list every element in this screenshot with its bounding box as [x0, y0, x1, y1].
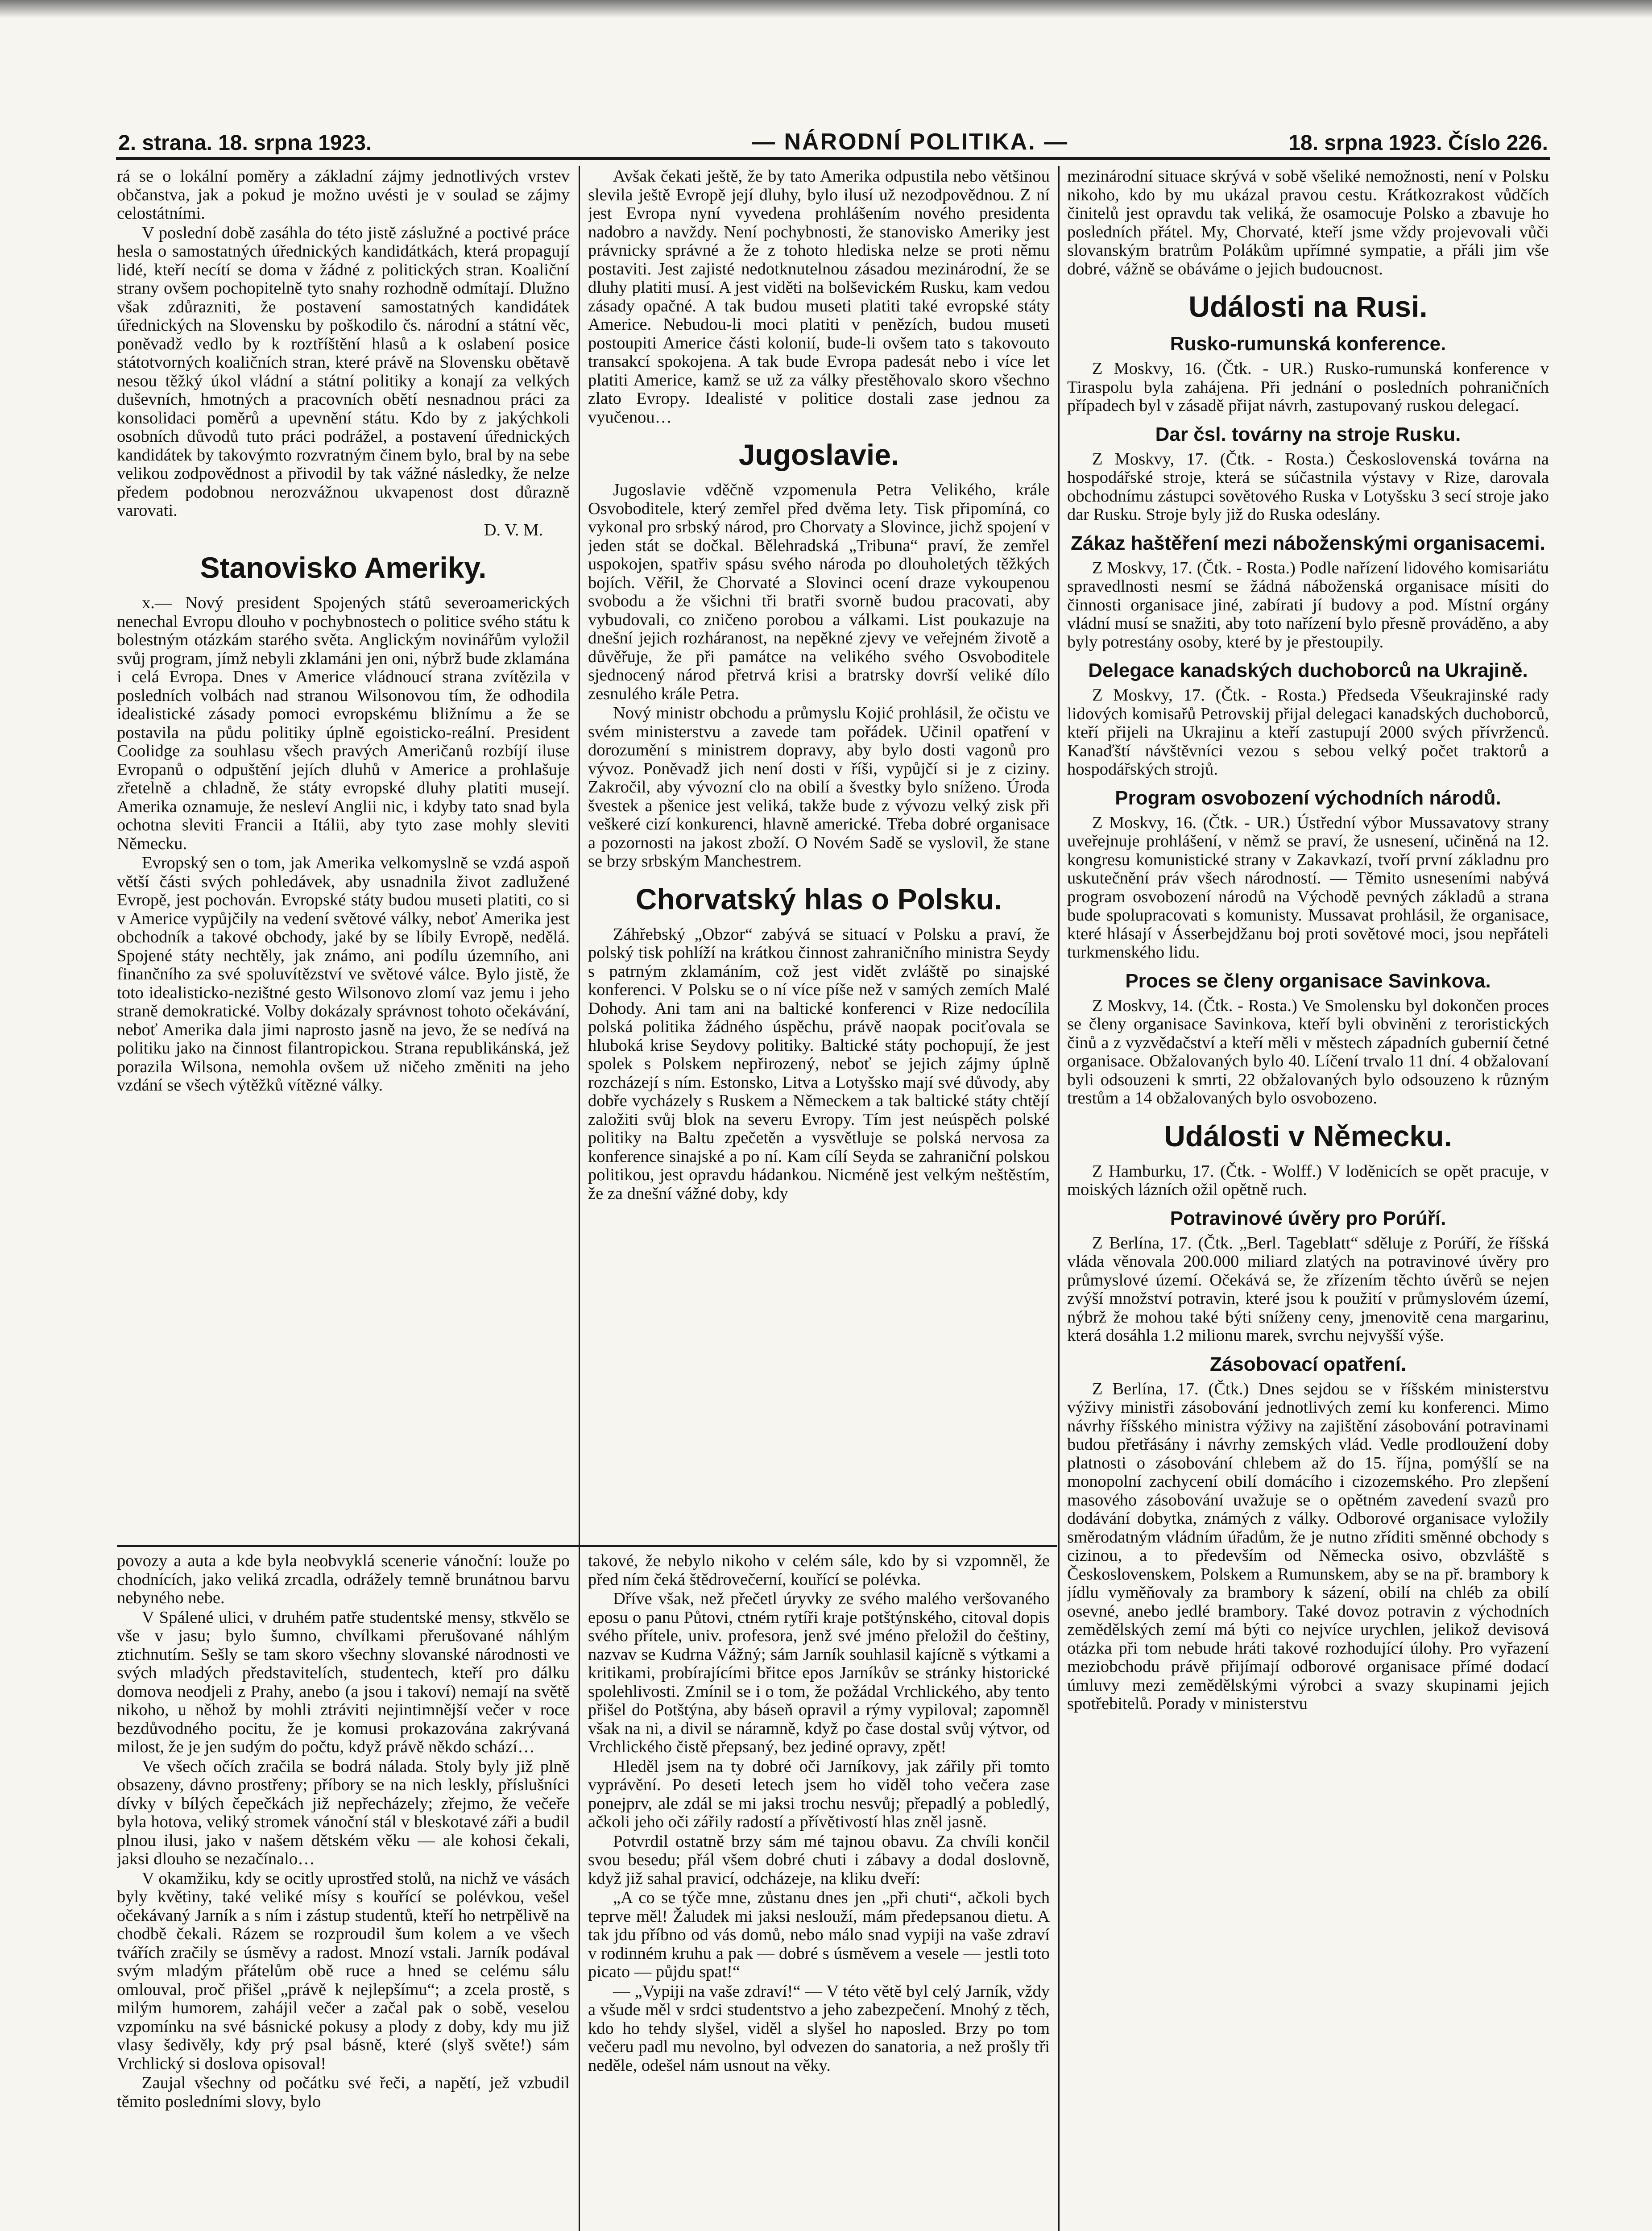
news-item: Z Moskvy, 17. (Čtk. - Rosta.) Československá továrna na hospodářské stroje, která se súčastnila výstavy v Rize, darovala obchodnímu zástupci sovětového Ruska v Lotyšsku 3 secí stroje jako dar Rusku. Stroje byly již do Ruska odeslány.: [1067, 449, 1549, 524]
feuilleton-rule: [117, 1545, 1057, 1547]
article-paragraph: V poslední době zasáhla do této jistě záslužné a poctivé práce hesla o samostatných úřednických kandidátkách, která propagují lidé, kteří necítí se doma v žádné z politických stran. Koaliční strany ovšem pochopitelně tyto snahy rozhodně odmítají. Dlužno však zdůrazniti, že postavení samostatných kandidátek úřednických na Slovensku by poškodilo čs. národní a státní věc, poněvadž vedlo by k roztříštění hlasů a k oslabení posice státotvorných koaličních stran, které právě na Slovensku obětavě nesou těžký úkol vládní a státní politiky a konají za velkých duševních, hmotných a pracovních obětí nesnadnou práci za konsolidaci poměrů a upevnění státu. Kdo by z jakýchkoli osobních důvodů tuto práci podrážel, a postavení úřednických kandidátek by takovýmto rozvratným činem bylo, bral by na sebe velikou zodpovědnost a přivodil by tak vážné následky, že nelze předem podobnou nerozvážnou ukvapenost dost důrazně varovati.: [117, 223, 570, 520]
header-rule: [116, 157, 1550, 160]
feuilleton-paragraph: Potvrdil ostatně brzy sám mé tajnou obavu. Za chvíli končil svou besedu; přál všem dobré chuti i zábavy a dodal doslovně, když již sahal pravicí, odcházeje, na kliku dveří:: [588, 1832, 1050, 1888]
headline-udalosti-na-rusi: Události na Rusi.: [1188, 290, 1428, 323]
scan-edge-shadow: [0, 0, 1652, 18]
feuilleton-paragraph: — „Vypiji na vaše zdraví!“ — V této větě byl celý Jarník, vždy a všude měl v srdci studentstvo a jeho zabezpečení. Mnohý z těch, kdo ho tehdy slyšel, viděl a slyšel ho naposled. Brzy po tom večeru padl mu nevolno, byl odvezen do sanatoria, a než prošly tři neděle, odešel nám usnout na věky.: [588, 1982, 1050, 2075]
news-item: Z Hamburku, 17. (Čtk. - Wolff.) V loděnicích se opět pracuje, v moiských lázních ožil opětně ruch.: [1067, 1161, 1549, 1199]
headline-chorvatsky-hlas: Chorvatský hlas o Polsku.: [635, 882, 1002, 916]
headline-amerika: Stanovisko Ameriky.: [200, 551, 487, 584]
article-paragraph: x.— Nový president Spojených států severoamerických nenechal Evropu dlouho v pochybnostech o politice svého státu k bolestným otázkám starého světa. Anglickým novinářům vyložil svůj program, jímž nebyli zklamáni jen oni, nýbrž bude zklamána i celá Evropa. Dnes v Americe vládnoucí strana zvítězila v posledních volbách nad stranou Wilsonovou tím, že odhodila idealistické zásady pomoci evropskému bližnímu a že se postavila na půdu politiky úplně egoisticko-reální. President Coolidge za souhlasu všech pravých Američanů rozbíjí iluse Evropanů o odpuštění jejích dluhů v Americe a prohlašuje zřetelně a chladně, že státy evropské dluhy platiti musejí. Amerika oznamuje, že nesleví Anglii nic, i kdyby tato snad byla ochotna sleviti Francii a Itálii, aby tyto zase mohly sleviti Německu.: [117, 593, 570, 853]
subheadline-zasobovaci: Zásobovací opatření.: [1209, 1353, 1407, 1375]
column-2-feuilleton: [588, 1552, 1050, 2231]
column-2-top: [588, 167, 1050, 1542]
news-item: Z Moskvy, 16. (Čtk. - UR.) Ústřední výbor Mussavatovy strany uveřejnuje prohlášení, v němž se praví, že usnesení, učiněná na 12. kongresu komunistické strany v Zakavkazí, tvoří první základnu pro uskutečnění práv všech národností. — Těmito usneseními nabývá program osvobození národů na Východě pevných základů a strana bude spolupracovati s komunisty. Mussavat prohlásil, že organisace, které hlásají v Ásserbejdžanu boj proti sovětové moci, jsou nepřáteli turkmenského lidu.: [1067, 813, 1549, 962]
column-1-top: [117, 167, 570, 1542]
article-continuation: mezinárodní situace skrývá v sobě všeliké nemožnosti, není v Polsku nikoho, kdo by mu ukázal pravou cestu. Krátkozrakost vůdčích činitelů jest opravdu tak veliká, že osamocuje Polsko a zbavuje ho posledních přátel. My, Chorvaté, kteří jsme vždy projevovali vůči slovanským bratrům Polákům upřímné sympatie, a přáli jim vše dobré, vážně se obáváme o jejich budoucnost.: [1067, 167, 1549, 278]
feuilleton-paragraph: Dříve však, než přečetl úryvky ze svého malého veršovaného eposu o panu Půtovi, ctném rytíři kraje potštýnského, citoval dopis svého přítele, univ. profesora, jenž své jméno přeložil do češtiny, nazvav se Kudrna Vážný; sám Jarník souhlasil kajícně s výtkami a kritikami, probírajícími břitce epos Jarníkův se stránky historické spolehlivosti. Zmínil se i o tom, že požádal Vrchlického, aby tento přišel do Potštýna, aby báseň opravil a rýmy vypiloval; zapomněl však na ni, a divil se náramně, když po čase dostal svůj výtvor, od Vrchlického čistě přepsaný, bez jediné opravy, zpět!: [588, 1589, 1050, 1756]
subheadline-potravinove-uvery: Potravinové úvěry pro Porúří.: [1170, 1207, 1446, 1229]
header-issue-number: 18. srpna 1923. Číslo 226.: [1288, 131, 1548, 155]
news-item: Z Berlína, 17. (Čtk.) Dnes sejdou se v říšském ministerstvu výživy ministři zásobování jednotlivých zemí ku konferenci. Mimo návrhy říšského ministra výživy na zajištění zásobování potravinami budou přetřásány i návrhy zemských vlád. Vedle prodloužení doby platnosti o zásobování chlebem až do 15. října, pomýšlí se na monopolní zachycení obilí domácího i cizozemského. Pro zlepšení masového zásobování uvažuje se o opětném zavedení svazů pro dodávání dobytka, známých z války. Odborové organisace vyložily směrodatným vládním úřadům, že je nutno zříditi směnné obchody s cizinou, a to především od Německa osivo, obzvláště s Československem, Polskem a Rumunskem, aby se na př. brambory k jídlu vyměňovaly za brambory k sázení, obilí na chléb za obilí osevné, anebo jedlé brambory. Také dovoz potravin z východních zemědělských zemí má býti co nejvíce urychlen, jelikož devisová otázka při tom nebude hráti takové rozhodující úlohy. Pro vyřazení meziobchodu právě přijímají odborové organisace přímé dodací úmluvy mezi zemědělskými výrobci a svazy skupinami jejich spotřebitelů. Porady v ministerstvu: [1067, 1379, 1549, 1713]
article-continuation: rá se o lokální poměry a základní zájmy jednotlivých vrstev občanstva, jak a pokud je možno uvésti je v soulad se zájmy celostátními.: [117, 167, 570, 223]
header-page-date: 2. strana. 18. srpna 1923.: [118, 131, 372, 155]
subheadline-program: Program osvobození východních národů.: [1115, 787, 1501, 809]
feuilleton-paragraph: Zaujal všechny od počátku své řeči, a napětí, jež vzbudil těmito posledními slovy, bylo: [117, 2073, 570, 2111]
feuilleton-paragraph: takové, že nebylo nikoho v celém sále, kdo by si vzpomněl, že před ním čeká štědrovečerní, kouřící se polévka.: [588, 1552, 1050, 1589]
feuilleton-paragraph: V Spálené ulici, v druhém patře studentské mensy, stkvělo se vše v jasu; bylo šumno, chvílkami přerušované náhlým ztichnutím. Sešly se tam skoro všechny slovanské národnosti ve svých mladých představitelích, studentech, kteří pro dálku domova neodjeli z Prahy, anebo (a jsou i takoví) nemají na světě nikoho, u něhož by mohli ztráviti nejintimnější večer v roce bezdůvodného pocitu, že je komusi prokazována zakrývaná milost, že je jen sudým do počtu, když právě někdo schází…: [117, 1608, 570, 1756]
column-separator-2: [1058, 166, 1060, 2231]
masthead-title: — NÁRODNÍ POLITIKA. —: [752, 129, 1069, 155]
news-item: Z Moskvy, 14. (Čtk. - Rosta.) Ve Smolensku byl dokončen proces se členy organisace Savinkova, kteří byli obviněni z teroristických činů a z vyzvědačství a kteří měli v městech západních gubernií četné organisace. Obžalovaných bylo 40. Líčení trvalo 11 dní. 4 obžalovaní byli odsouzeni k smrti, 22 obžalovaných bylo odsouzeno k různým trestům a 14 obžalovaných bylo osvobozeno.: [1067, 996, 1549, 1107]
feuilleton-paragraph: Hleděl jsem na ty dobré oči Jarníkovy, jak zářily při tomto vyprávění. Po deseti letech jsem ho viděl toho večera zase ponejprv, ale zdál se mi jaksi trochu nesvůj; přepadlý a pobledlý, ačkoli jeho oči zářily radostí a přívětivostí hlas zněl jasně.: [588, 1757, 1050, 1831]
subheadline-zakaz-hasterenii: Zákaz haštěření mezi náboženskými organisacemi.: [1071, 532, 1545, 554]
column-3: [1067, 167, 1549, 2231]
article-paragraph: Evropský sen o tom, jak Amerika velkomyslně se vzdá aspoň větší části svých pohledávek, aby usnadnila život zadlužené Evropě, jest pochován. Evropské státy budou museti platiti, co si v Americe vypůjčily na vedení světové války, neboť Amerika jest obchodník a takové obchody, jaké by se líbily Evropě, nedělá. Spojené státy nechtěly, jak známo, ani podílu územního, ani finančního za své spoluvítězství ve světové válce. Bylo jistě, že toto idealisticko-nezištné gesto Wilsonovo zlomí vaz jemu i jeho straně demokratické. Volby dokázaly správnost tohoto očekávání, neboť Amerika dala jimi naprosto jasně na jevo, že se nedívá na politiku jako na činnost filantropickou. Strana republikánská, jež porazila Wilsona, nemohla ovšem už ničeho změniti na jeho vzdání se všech výtěžků vítězné války.: [117, 854, 570, 1095]
news-item: Z Moskvy, 17. (Čtk. - Rosta.) Předseda Všeukrajinské rady lidových komisařů Petrovskij přijal delegaci kanadských duchoborců, kteří přijeli na Ukrajinu a kteří zastupují 2000 svých přívrženců. Kanaďští návštěvníci vezou s sebou velký počet traktorů a hospodářských strojů.: [1067, 686, 1549, 779]
article-paragraph: Záhřebský „Obzor“ zabývá se situací v Polsku a praví, že polský tisk pohlíží na krátkou činnost zahraničního ministra Seydy s patrným zklamáním, což jest vidět zvláště po sinajské konferenci. V Polsku se o ní více píše než v samých zemích Malé Dohody. Ani tam ani na baltické konferenci v Rize nedocílila polská politika žádného úspěchu, právě naopak pociťovala se hluboká krise Seydovy politiky. Baltické státy pochopují, že jest spolek s Polskem nepřirozený, neboť se jejich zájmy úplně rozcházejí s ním. Estonsko, Litva a Lotyšsko mají své důvody, aby dobře vycházely s Ruskem a Německem a tak baltické státy chtějí založiti svůj blok na severu Evropy. Tím jest neúspěch polské politiky na Baltu zpečetěn a vysvětluje se polská nervosa za konference sinajské a po ní. Kam cílí Seyda se zahraniční polskou politikou, jest opravdu hádankou. Nicméně jest velkým neštěstím, že za dnešní vážné doby, kdy: [588, 925, 1050, 1203]
news-item: Z Moskvy, 16. (Čtk. - UR.) Rusko-rumunská konference v Tiraspolu byla zahájena. Při jednání o posledních pohraničních případech byl v zásadě přijat návrh, zastupovaný ruskou delegací.: [1067, 359, 1549, 415]
article-paragraph: Jugoslavie vděčně vzpomenula Petra Velikého, krále Osvoboditele, který zemřel před dvěma lety. Tisk připomíná, co vykonal pro srbský národ, pro Chorvaty a Slovince, jichž spojení v jeden stát se dočkal. Bělehradská „Tribuna“ praví, že zemřel uspokojen, spatřiv spásu svého národa po dlouholetých těžkých bojích. Věřil, že Chorvaté a Slovinci ocení draze vykoupenou svobodu a že všichni tři bratři svorně budou pracovati, aby vybudovali, co zničeno porobou a válkami. List poukazuje na dnešní jejich rozháranost, na nepěkné zjevy ve veřejném životě a důvěřuje, že při památce na velikého svého Osvoboditele sjednocený národ přetrvá krisi a bratrsky dovrší veliké dílo zesnulého krále Petra.: [588, 481, 1050, 703]
headline-jugoslavie: Jugoslavie.: [738, 438, 899, 471]
news-item: Z Berlína, 17. (Čtk. „Berl. Tageblatt“ sděluje z Porúří, že říšská vláda věnovala 200.000 miliard zlatých na potravinové úvěry pro průmyslové území. Očekává se, že zřízením těchto úvěrů se nejen zvýší množství potravin, které jsou k použití v průmyslovém území, nýbrž že mohou také býti sníženy ceny, jmenovitě cena margarinu, která dosáhla 1.2 milionu marek, svrchu nejvyšší výše.: [1067, 1233, 1549, 1345]
news-item: Z Moskvy, 17. (Čtk. - Rosta.) Podle nařízení lidového komisariátu spravedlnosti nesmí se žádná náboženská organisace mísiti do činnosti organisace jiné, zabírati jí budovy a pod. Místní orgány vládní musí se snažiti, aby toto nařízení bylo přesně prováděno, a aby byly potrestány osoby, které by je přestoupily.: [1067, 558, 1549, 651]
article-paragraph: Avšak čekati ještě, že by tato Amerika odpustila nebo většinou slevila ještě Evropě její dluhy, bylo ilusí už nezodpovědnou. Z ní jest Evropa nyní vyvedena prohlášením nového presidenta nadobro a navždy. Není pochybnosti, že stanovisko Ameriky jest právnicky správné a že z tohoto hlediska nelze se proti němu postaviti. Jest zajisté nedotknutelnou zásadou mezinárodní, že se dluhy platiti musí. A jest viděti na bolševickém Rusku, kam vedou zásady opačné. A tak budou museti platiti také evropské státy Americe. Nebudou-li moci platiti v penězích, budou museti postoupiti Americe části kolonií, bude-li ovšem tato s takovouto transakcí spokojena. A tak bude Evropa padesát nebo i více let platiti Americe, kamž se už za války přestěhovalo skoro všechno zlato Evropy. Idealisté v politice dostali zase jednou za vyučenou…: [588, 167, 1050, 427]
article-signature: D. V. M.: [484, 520, 543, 539]
column-1-feuilleton: [117, 1552, 570, 2231]
feuilleton-paragraph: povozy a auta a kde byla neobvyklá scenerie vánoční: louže po chodnících, jako veliká zrcadla, odrážely temně brunátnou barvu nebyného nebe.: [117, 1552, 570, 1607]
feuilleton-paragraph: „A co se týče mne, zůstanu dnes jen „při chuti“, ačkoli bych teprve měl! Žaludek mi jaksi neslouží, mám předepsanou dietu. A tak jdu příbno od vás domů, nebo málo snad vypiji na vaše zdraví v rodinném kruhu a pak — dobré s úsměvem a vesele — jestli toto picato — půjdu spat!“: [588, 1888, 1050, 1981]
feuilleton-paragraph: V okamžiku, kdy se ocitly uprostřed stolů, na nichž ve vásách byly květiny, také veliké mísy s kouřící se polévkou, vešel očekávaný Jarník a s ním i zástup studentů, kteří ho netrpělivě na chodbě čekali. Rázem se rozproudil šum kolem a ve všech tvářích zračily se úsměvy a radost. Mnozí vstali. Jarník podával svým mladým přátelům obě ruce a hned se celému sálu omlouval, proč přišel „právě k nejlepšímu“; a zcela prostě, s milým humorem, zahájil večer a začal pak o sobě, veselou vzpomínku na své básnické pokusy a plody z doby, kdy mu již vlasy šedivěly, kdy prý psal básně, které (slyš světe!) sám Vrchlický si doslova opisoval!: [117, 1869, 570, 2073]
column-separator-1: [579, 166, 580, 2231]
feuilleton-paragraph: Ve všech očích zračila se bodrá nálada. Stoly byly již plně obsazeny, dávno prostřeny; příbory se na nich leskly, příslušníci dívky v bílých čepečkách již nepřecházely; zřejmo, že večeře byla hotova, veliký stromek vánoční stál v bleskotavé záři a budil plnou ilusi, jako v našem dětském věku — ale kohosi čekali, jaksi dlouho se nezačínalo…: [117, 1757, 570, 1868]
article-paragraph: Nový ministr obchodu a průmyslu Kojić prohlásil, že očistu ve svém ministerstvu a zavede tam pořádek. Učinil opatření v dorozumění s ministrem dopravy, aby bylo dosti vagonů pro vývoz. Poněvadž jich není dosti v říši, vypůjčí si je z ciziny. Zakročil, aby vývozní clo na obilí a švestky bylo sníženo. Úroda švestek a pšenice jest veliká, takže bude z vývozu velký zisk při veškeré cizí konkurenci, hlavně americké. Třeba dobré organisace a pozornosti na jakost zboží. O Novém Sadě se vyslovil, že stane se brzy srbským Manchestrem.: [588, 704, 1050, 871]
subheadline-rusko-rumunska: Rusko-rumunská konference.: [1170, 333, 1446, 355]
subheadline-delegace: Delegace kanadských duchoborců na Ukrajině.: [1088, 659, 1528, 681]
subheadline-dar-tovarny: Dar čsl. továrny na stroje Rusku.: [1155, 423, 1461, 445]
subheadline-proces: Proces se členy organisace Savinkova.: [1125, 970, 1491, 992]
headline-udalosti-v-nemecku: Události v Německu.: [1164, 1119, 1452, 1153]
page-header: [118, 120, 1548, 155]
